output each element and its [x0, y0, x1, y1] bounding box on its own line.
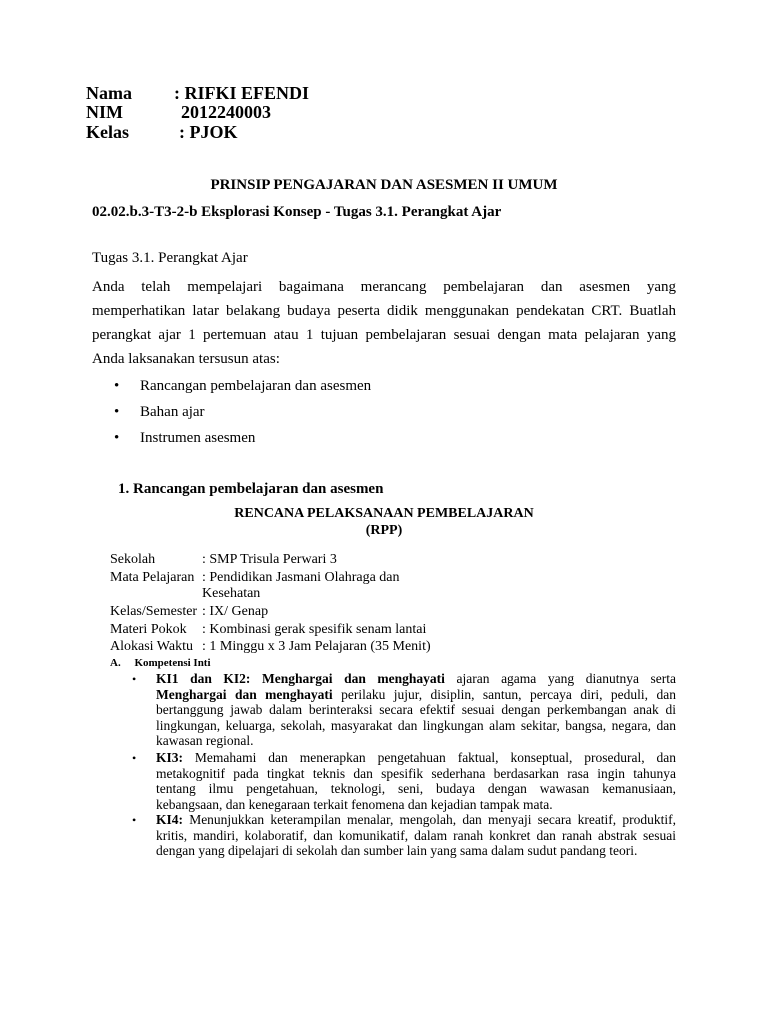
ki-line	[156, 750, 676, 766]
bullet-icon: •	[114, 430, 120, 446]
identity-value: : Kombinasi gerak spesifik senam lantai	[202, 622, 427, 637]
identity-value: : SMP Trisula Perwari 3	[202, 552, 337, 567]
task-paragraph	[92, 275, 676, 371]
identity-subject-cont: Kesehatan	[202, 586, 261, 601]
task-line: perangkat ajar 1 pertemuan atau 1 tujuan pembelajaran sesuai dengan mata pelajaran yang	[92, 327, 676, 343]
ki-item-1	[156, 671, 676, 749]
task-bullet	[114, 376, 371, 396]
task-heading: Tugas 3.1. Perangkat Ajar	[92, 250, 248, 266]
identity-class	[110, 603, 268, 621]
identity-time	[110, 638, 431, 656]
identity-label: Alokasi Waktu	[110, 639, 193, 654]
identity-topic	[110, 621, 426, 639]
section-a-heading: A. Kompetensi Inti	[110, 657, 211, 669]
identity-label: Kelas/Semester	[110, 604, 198, 619]
ki-line	[156, 702, 676, 718]
ki-text-run: tentang ilmu pengetahuan, teknologi, seni, budaya dengan wawasan kemanusiaan,	[156, 781, 676, 797]
nim-value: 2012240003	[181, 102, 271, 122]
ki-bold-run: KI1 dan KI2: Menghargai dan menghayati	[156, 671, 445, 686]
ki-line	[156, 781, 676, 797]
rpp-abbr: (RPP)	[365, 523, 403, 538]
ki-text-run: Menunjukkan keterampilan menalar, mengolah, dan menyaji secara kreatif, produktif,	[183, 812, 676, 827]
task-bullet	[114, 402, 205, 422]
bullet-text: Bahan ajar	[140, 404, 205, 420]
task-line: memperhatikan latar belakang budaya peserta didik menggunakan pendekatan CRT. Buatlah	[92, 303, 676, 319]
name-value: : RIFKI EFENDI	[174, 83, 310, 103]
task-bullet	[114, 428, 255, 448]
class-value: : PJOK	[179, 122, 238, 142]
name-label: Nama	[86, 83, 132, 103]
task-line: Anda laksanakan tersusun atas:	[92, 351, 280, 367]
bullet-text: Instrumen asesmen	[140, 430, 256, 446]
ki-line	[156, 766, 676, 782]
ki-text-run: dengan yang dipelajari di sekolah dan sumber lain yang sama dalam sudut pandang teori.	[156, 843, 638, 859]
ki-text-run: lingkungan, keluarga, sekolah, masyarakat dan lingkungan alam sekitar, bangsa, negara, dan	[156, 717, 676, 733]
ki-text-run: Memahami dan menerapkan pengetahuan faktual, konseptual, prosedural, dan	[183, 750, 676, 765]
class-label: Kelas	[86, 122, 129, 142]
ki-text-run: bertanggung jawab dalam berinteraksi secara efektif sesuai dengan perkembangan anak di	[156, 702, 676, 718]
bullet-icon: •	[114, 404, 120, 420]
identity-label: Materi Pokok	[110, 622, 187, 637]
ki-text-run: metakognitif pada tingkat teknis dan spesifik sederhana berdasarkan rasa ingin tahunya	[156, 765, 676, 781]
ki-line	[156, 687, 676, 703]
ki-bullet-icon: •	[132, 751, 137, 765]
identity-value: : 1 Minggu x 3 Jam Pelajaran (35 Menit)	[202, 639, 431, 654]
ki-text-run: kawasan regional.	[156, 733, 254, 749]
ki-line	[156, 812, 676, 828]
ki-text-run: kebangsaan, dan kenegaraan terkait fenomena dan kejadian tampak mata.	[156, 796, 553, 812]
task-line: Anda telah mempelajari bagaimana merancang pembelajaran dan asesmen yang	[92, 279, 676, 295]
ki-bullet-icon: •	[132, 813, 137, 827]
ki-item-2	[156, 750, 676, 812]
ki-text-run: perilaku jujur, disiplin, santun, percaya diri, peduli, dan	[332, 686, 676, 702]
ki-text-run: ajaran agama yang dianutnya serta	[444, 671, 676, 686]
header-nim-row	[86, 101, 271, 123]
nim-label: NIM	[86, 102, 123, 122]
ki-bold-run: KI3:	[156, 750, 183, 765]
identity-label: Sekolah	[110, 552, 156, 567]
ki-line	[156, 671, 676, 687]
ki-item-3	[156, 812, 676, 859]
page-subtitle: 02.02.b.3-T3-2-b Eksplorasi Konsep - Tugas 3.1. Perangkat Ajar	[92, 204, 502, 220]
rpp-title: RENCANA PELAKSANAAN PEMBELAJARAN	[234, 506, 534, 521]
ki-line	[156, 718, 676, 734]
ki-bold-run: KI4:	[156, 812, 183, 827]
ki-line	[156, 797, 676, 813]
identity-school	[110, 551, 337, 569]
bullet-text: Rancangan pembelajaran dan asesmen	[140, 378, 372, 394]
header-class-row	[86, 121, 238, 143]
ki-bullet-icon: •	[132, 672, 137, 686]
ki-text-run: kritis, mandiri, kolaboratif, dan komunikatif, dalam ranah konkret dan ranah abstrak sesuai	[156, 827, 676, 843]
identity-value: : Pendidikan Jasmani Olahraga dan	[202, 570, 400, 585]
ki-line	[156, 828, 676, 844]
bullet-icon: •	[114, 378, 120, 394]
ki-bold-run: Menghargai dan menghayati	[156, 686, 333, 702]
section-1-heading: 1. Rancangan pembelajaran dan asesmen	[118, 481, 384, 497]
ki-line	[156, 733, 676, 749]
identity-label: Mata Pelajaran	[110, 570, 195, 585]
page-title: PRINSIP PENGAJARAN DAN ASESMEN II UMUM	[210, 177, 558, 193]
ki-line	[156, 843, 676, 859]
identity-value: : IX/ Genap	[202, 604, 269, 619]
